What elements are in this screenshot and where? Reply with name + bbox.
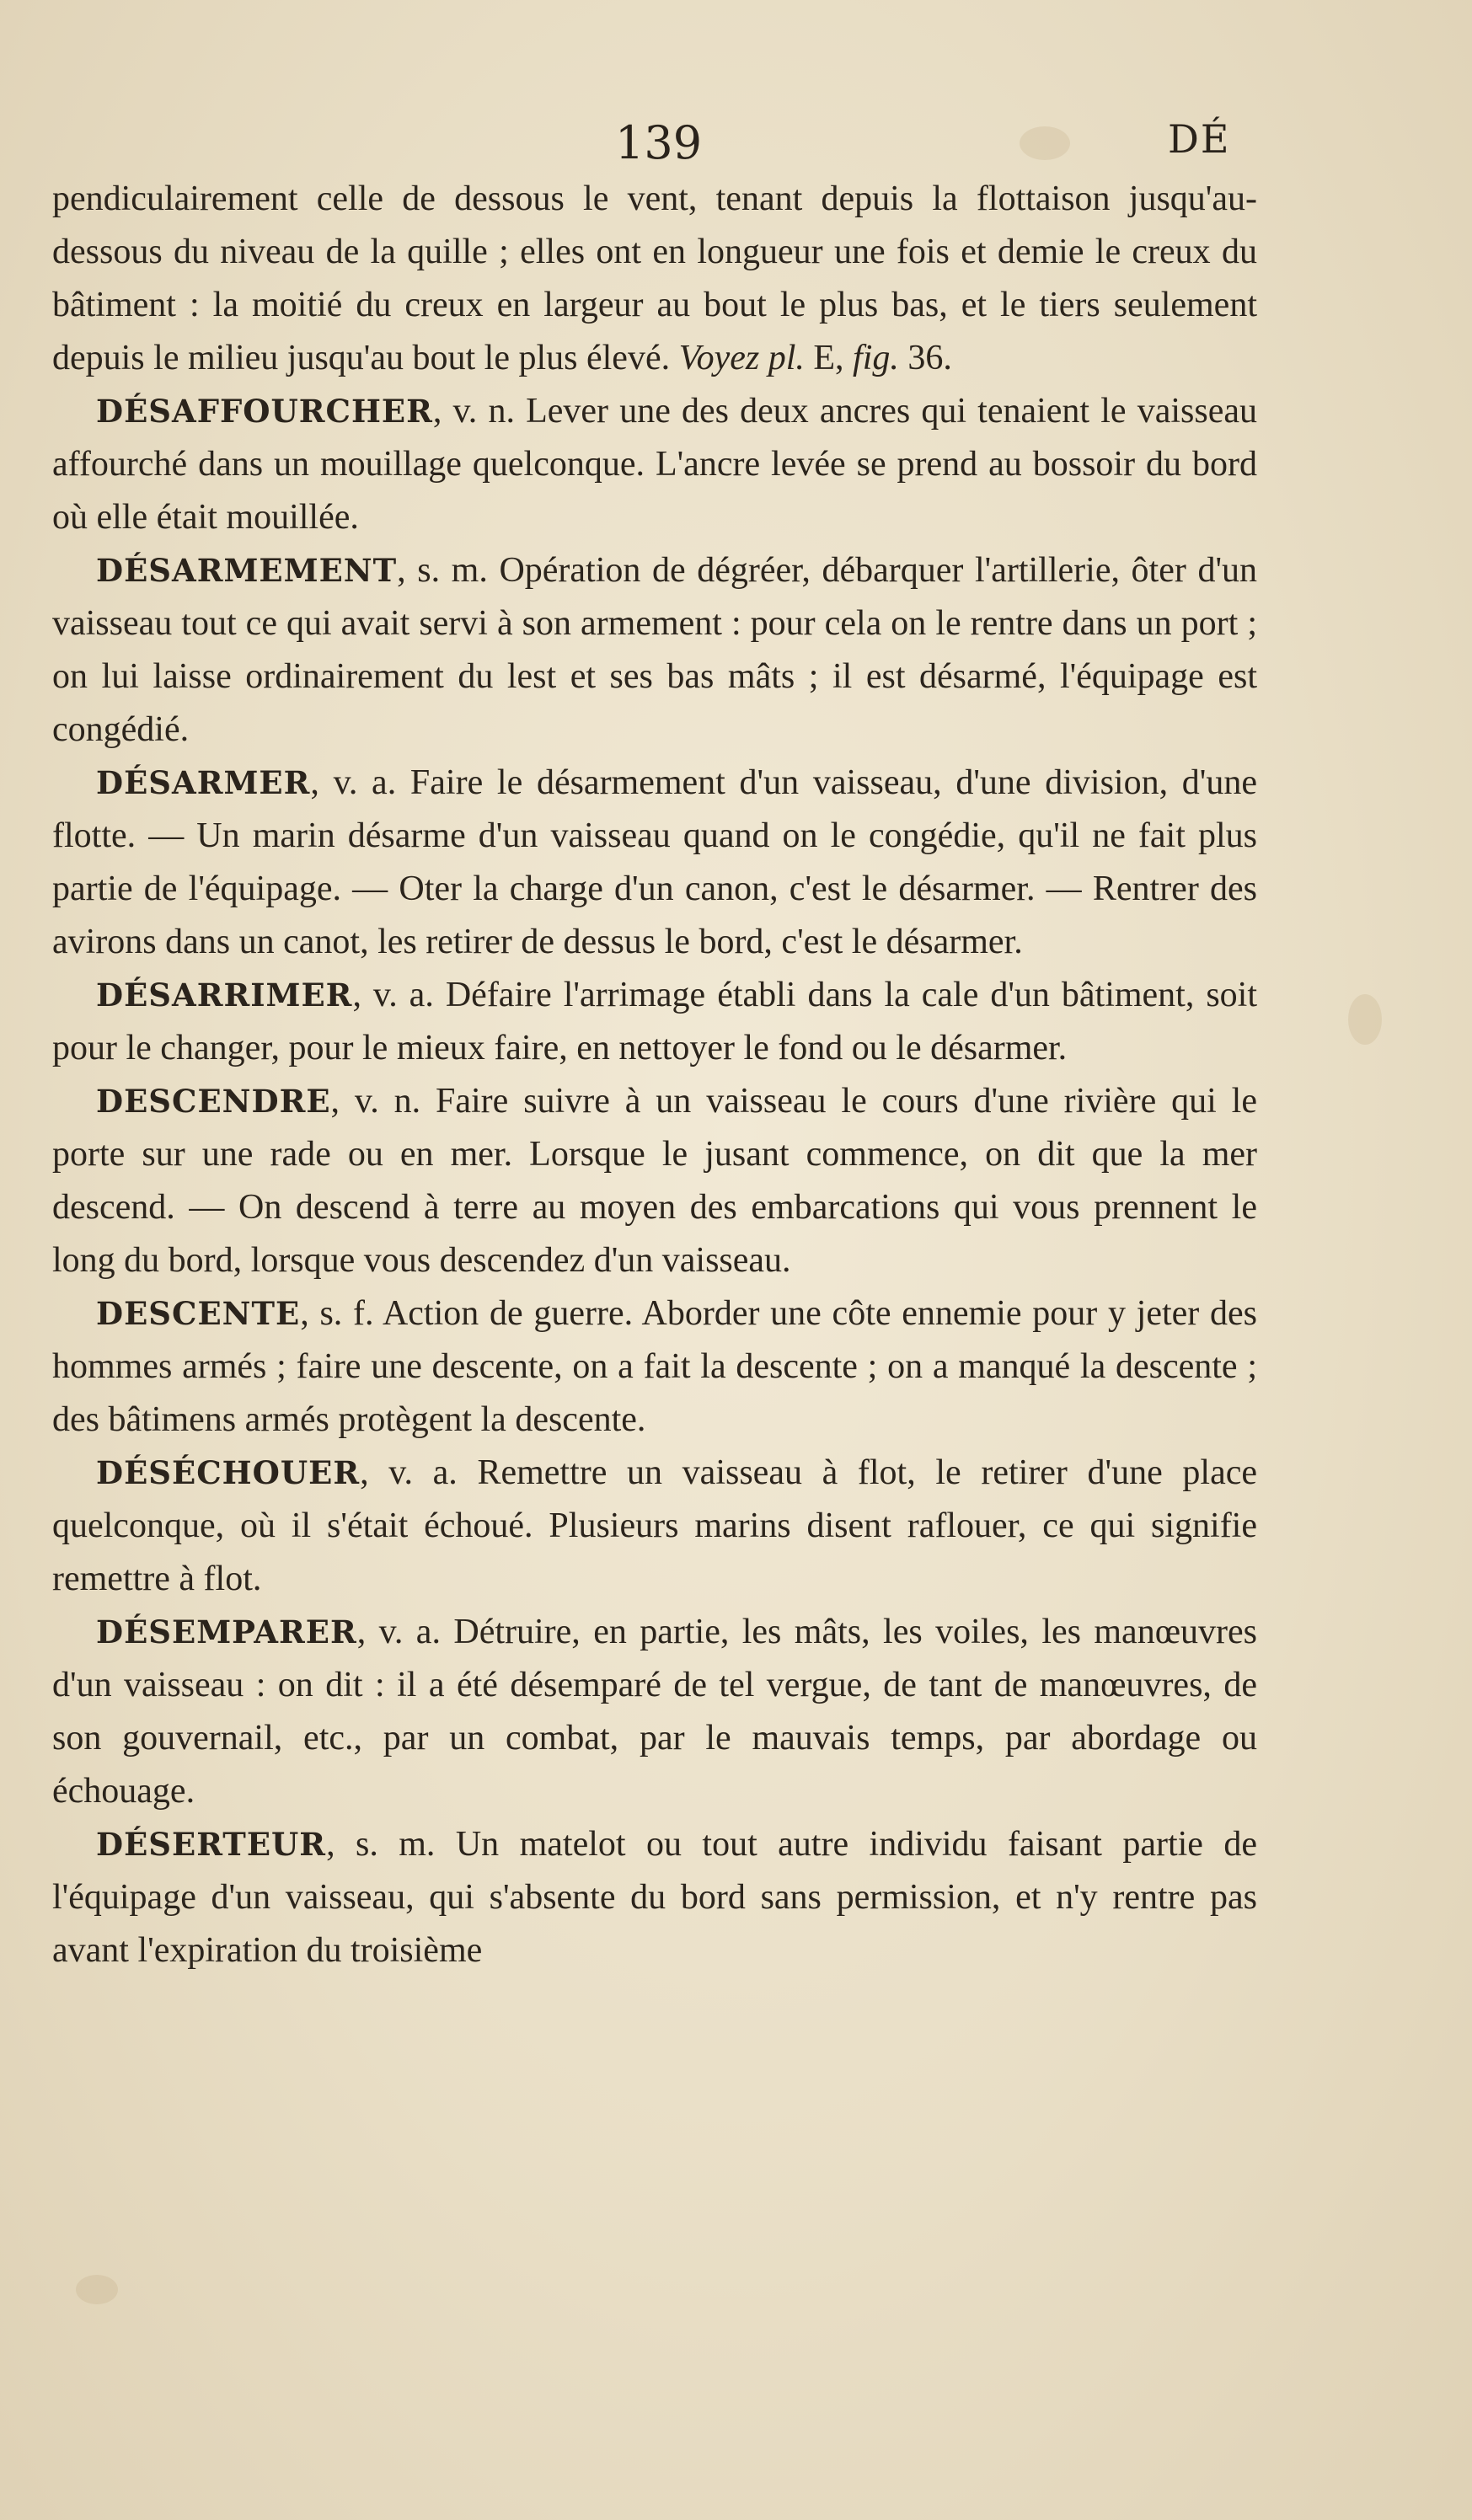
entry-desechouer — [52, 1447, 1257, 1606]
headword: DESCENTE — [96, 1295, 301, 1332]
grammar-label: , v. a. — [356, 1613, 441, 1651]
definition: Action de guerre. Aborder une côte ennemie pour y jeter des hommes armés ; faire une descente, on a fait la descente ; on a manqué la descente ; des bâtimens armés protègent la descente. — [52, 1294, 1257, 1439]
running-head: DÉ — [1168, 116, 1231, 162]
headword: DÉSAFFOURCHER — [96, 393, 433, 430]
grammar-label: , v. n. — [330, 1082, 421, 1121]
plate-letter: E, — [813, 339, 844, 377]
grammar-label: , s. m. — [397, 551, 488, 590]
page-header — [0, 108, 1472, 175]
page-number: 139 — [615, 116, 703, 169]
entry-deserteur — [52, 1818, 1257, 1977]
grammar-label: , s. m. — [326, 1825, 436, 1864]
headword: DÉSARMEMENT — [96, 552, 398, 589]
headword: DÉSÉCHOUER — [96, 1454, 361, 1491]
definition: Détruire, en partie, les mâts, les voiles, les manœuvres d'un vaisseau : on dit : il a été désemparé de tel vergue, de tant de manœuvres, de son gouvernail, etc., par un combat, par le mauvais temps, par abordage ou échouage. — [52, 1613, 1258, 1811]
headword: DESCENDRE — [96, 1083, 331, 1120]
figure-number: 36. — [907, 339, 952, 377]
definition: Lever une des deux ancres qui tenaient le vaisseau affourché dans un mouillage quelconque. L'ancre levée se prend au bossoir du bord où elle était mouillée. — [52, 392, 1257, 537]
headword: DÉSARMER — [96, 764, 311, 801]
entry-desemparer — [52, 1606, 1257, 1818]
definition: Faire suivre à un vaisseau le cours d'une rivière qui le porte sur une rade ou en mer. Lorsque le jusant commence, on dit que la mer descend. — On descend à terre au moyen des embarcations qui vous prennent le long du bord, lorsque vous descendez d'un vaisseau. — [52, 1082, 1257, 1280]
figure-label: fig. — [853, 339, 899, 377]
entry-desaffourcher — [52, 385, 1257, 544]
continuation-paragraph — [52, 173, 1257, 385]
plate-reference: Voyez pl. — [678, 339, 805, 377]
definition: Défaire l'arrimage établi dans la cale d'un bâtiment, soit pour le changer, pour le mieux faire, en nettoyer le fond ou le désarmer. — [52, 976, 1258, 1067]
grammar-label: , v. a. — [310, 763, 397, 802]
paper-stain — [1348, 994, 1382, 1045]
headword: DÉSEMPARER — [96, 1613, 357, 1651]
continuation-text: pendiculairement celle de dessous le vent, tenant depuis la flottaison jusqu'au-dessous du niveau de la quille ; elles ont en longueur une fois et demie le creux du bâtiment : la moitié du creux en largeur au bout le plus bas, et le tiers seulement depuis le milieu jusqu'au bout le plus élevé. — [52, 179, 1257, 377]
entry-desarrimer — [52, 969, 1257, 1075]
grammar-label: , v. n. — [432, 392, 515, 431]
grammar-label: , v. a. — [352, 976, 434, 1014]
dictionary-text — [52, 173, 1257, 1977]
entry-descente — [52, 1287, 1257, 1447]
paper-stain — [76, 2275, 118, 2304]
definition: Remettre un vaisseau à flot, le retirer d'une place quelconque, où il s'était échoué. Plusieurs marins disent raflouer, ce qui signifie remettre à flot. — [52, 1453, 1258, 1598]
entry-desarmer — [52, 757, 1257, 969]
headword: DÉSARRIMER — [96, 976, 353, 1014]
grammar-label: , s. f. — [300, 1294, 374, 1333]
entry-descendre — [52, 1075, 1257, 1287]
grammar-label: , v. a. — [360, 1453, 458, 1492]
headword: DÉSERTEUR — [96, 1826, 327, 1863]
entry-desarmement — [52, 544, 1257, 757]
definition: Un matelot ou tout autre individu faisant partie de l'équipage d'un vaisseau, qui s'absente du bord sans permission, et n'y rentre pas avant l'expiration du troisième — [52, 1825, 1257, 1970]
definition: Opération de dégréer, débarquer l'artillerie, ôter d'un vaisseau tout ce qui avait servi à son armement : pour cela on le rentre dans un port ; on lui laisse ordinairement du lest et ses bas mâts ; il est désarmé, l'équipage est congédié. — [52, 551, 1258, 749]
definition: Faire le désarmement d'un vaisseau, d'une division, d'une flotte. — Un marin désarme d'un vaisseau quand on le congédie, qu'il ne fait plus partie de l'équipage. — Oter la charge d'un canon, c'est le désarmer. — Rentrer des avirons dans un canot, les retirer de dessus le bord, c'est le désarmer. — [52, 763, 1257, 961]
